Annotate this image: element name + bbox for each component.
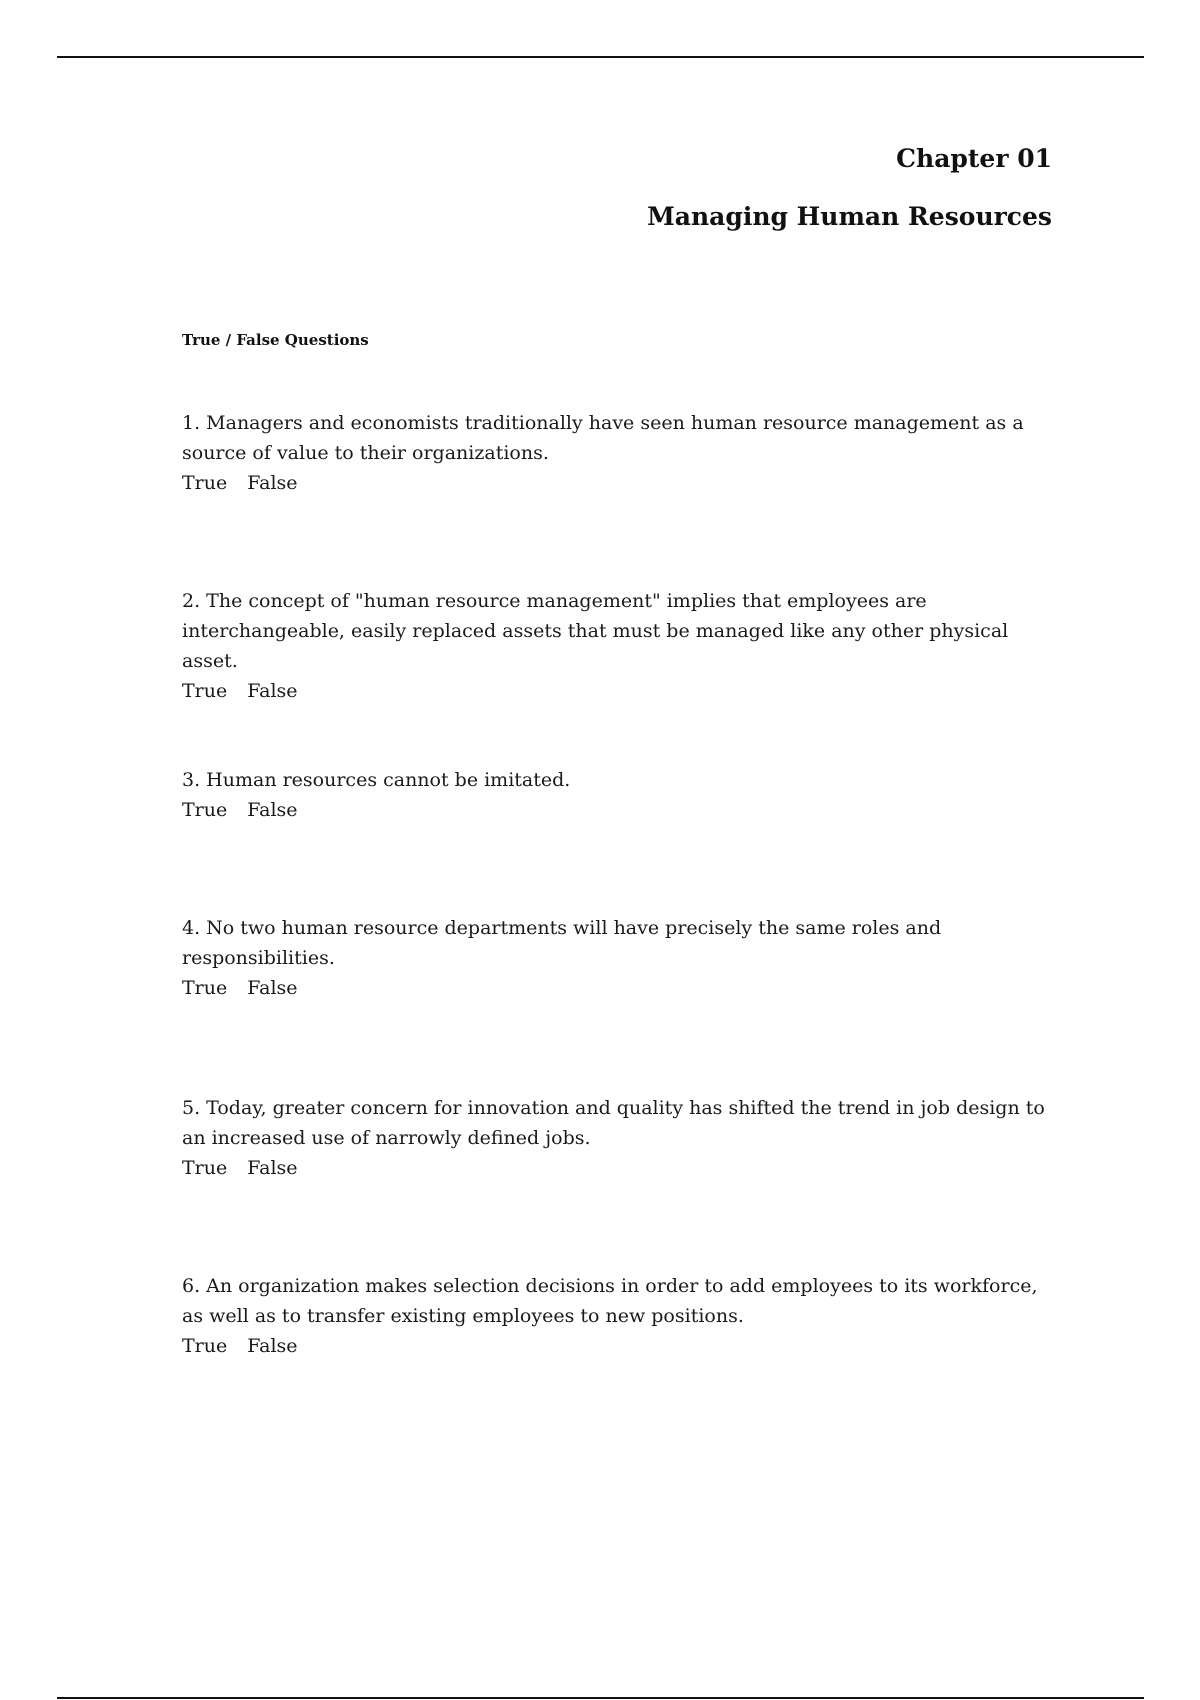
chapter-heading: Chapter 01 xyxy=(896,144,1052,173)
answer-options xyxy=(182,676,1062,706)
question-item xyxy=(182,1093,1062,1183)
answer-true[interactable]: True xyxy=(182,680,228,702)
answer-true[interactable]: True xyxy=(182,799,228,821)
answer-true[interactable]: True xyxy=(182,472,228,494)
question-text: 3. Human resources cannot be imitated. xyxy=(182,769,571,791)
question-text: 4. No two human resource departments will have precisely the same roles and responsibilities. xyxy=(182,917,942,969)
bottom-rule xyxy=(57,1697,1144,1699)
question-text: 2. The concept of "human resource management" implies that employees are interchangeable, easily replaced assets that must be managed like any other physical asset. xyxy=(182,590,1009,672)
answer-false[interactable]: False xyxy=(247,1335,298,1357)
question-item xyxy=(182,1271,1062,1361)
answer-true[interactable]: True xyxy=(182,977,228,999)
question-item xyxy=(182,586,1062,706)
question-item xyxy=(182,765,1062,825)
chapter-title: Managing Human Resources xyxy=(647,202,1052,231)
answer-false[interactable]: False xyxy=(247,977,298,999)
question-text: 6. An organization makes selection decisions in order to add employees to its workforce, as well as to transfer existing employees to new positions. xyxy=(182,1275,1038,1327)
answer-options xyxy=(182,1331,1062,1361)
answer-false[interactable]: False xyxy=(247,472,298,494)
question-text: 1. Managers and economists traditionally have seen human resource management as a source of value to their organizations. xyxy=(182,412,1024,464)
answer-options xyxy=(182,468,1062,498)
question-item xyxy=(182,913,1062,1003)
answer-false[interactable]: False xyxy=(247,799,298,821)
question-text: 5. Today, greater concern for innovation and quality has shifted the trend in job design to an increased use of narrowly defined jobs. xyxy=(182,1097,1045,1149)
top-rule xyxy=(57,56,1144,58)
answer-options xyxy=(182,973,1062,1003)
answer-true[interactable]: True xyxy=(182,1157,228,1179)
answer-options xyxy=(182,1153,1062,1183)
answer-false[interactable]: False xyxy=(247,1157,298,1179)
answer-true[interactable]: True xyxy=(182,1335,228,1357)
answer-false[interactable]: False xyxy=(247,680,298,702)
section-label: True / False Questions xyxy=(182,331,369,349)
answer-options xyxy=(182,795,1062,825)
question-item xyxy=(182,408,1062,498)
